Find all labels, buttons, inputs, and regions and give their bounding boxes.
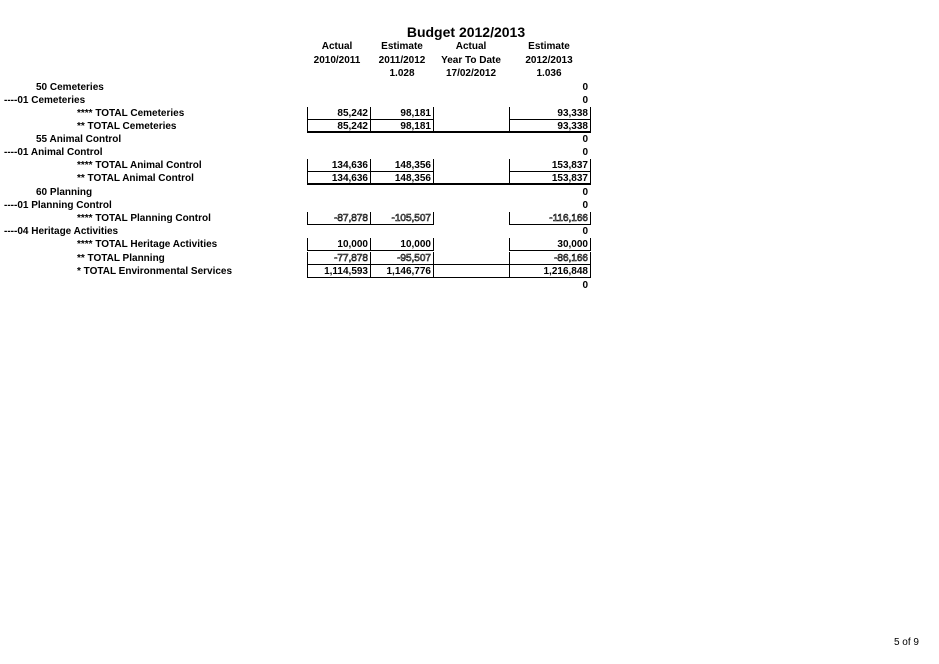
section-row [0,187,600,200]
value-actual-2010: 85,242 [307,107,370,120]
total-row [0,213,600,226]
row-label: **** TOTAL Planning Control [77,213,211,224]
row-label: ** TOTAL Planning [77,253,165,264]
value-actual-2010: 10,000 [307,238,370,251]
value-actual-2010: -87,878 [307,212,370,225]
row-label: **** TOTAL Heritage Activities [77,239,218,250]
header-estimate-2-factor: 1.036 [536,68,562,79]
value-estimate-2012: 30,000 [509,238,591,251]
value-estimate-2011: 10,000 [370,238,433,251]
total-row [0,121,600,134]
row-label: 55 Animal Control [36,134,122,145]
value-actual-ytd [433,172,509,185]
value-estimate-2011: 98,181 [370,120,433,133]
value-estimate-2012: -86,166 [509,252,591,265]
value-estimate-2011: 148,356 [370,159,433,172]
row-label: ** TOTAL Cemeteries [77,121,177,132]
report-title: Budget 2012/2013 [406,24,526,40]
total-row [0,239,600,252]
value-actual-2010: 1,114,593 [307,265,370,278]
row-label: **** TOTAL Animal Control [77,160,202,171]
row-zero: 0 [582,147,588,158]
value-actual-ytd [433,107,509,120]
header-actual-2: Actual [455,41,487,52]
value-estimate-2011: 1,146,776 [370,265,433,278]
value-estimate-2011: 148,356 [370,172,433,185]
grand-total-row [0,266,600,279]
row-label: ----01 Animal Control [4,147,103,158]
value-actual-ytd [433,120,509,133]
section-row [0,134,600,147]
row-label: ----04 Heritage Activities [4,226,119,237]
value-actual-ytd [433,159,509,172]
value-actual-2010: 134,636 [307,172,370,185]
value-actual-ytd [433,238,509,251]
row-label: ----01 Cemeteries [4,95,86,106]
row-label: ** TOTAL Animal Control [77,173,194,184]
value-estimate-2012: 93,338 [509,107,591,120]
header-estimate-1-year: 2011/2012 [378,55,426,66]
value-estimate-2012: 93,338 [509,120,591,133]
header-actual-1: Actual [321,41,353,52]
page-number: 5 of 9 [893,637,919,648]
header-actual-1-year: 2010/2011 [313,55,361,66]
row-label: **** TOTAL Cemeteries [77,108,185,119]
header-actual-2-ytd: Year To Date [441,55,501,66]
value-actual-ytd [433,252,509,265]
row-zero: 0 [582,82,588,93]
value-estimate-2012: 153,837 [509,172,591,185]
value-actual-2010: 134,636 [307,159,370,172]
total-row [0,173,600,186]
section-row [0,82,600,95]
value-estimate-2011: -95,507 [370,252,433,265]
row-zero: 0 [582,134,588,145]
value-estimate-2011: -105,507 [370,212,433,225]
row-zero: 0 [582,95,588,106]
header-estimate-2: Estimate [528,41,570,52]
row-label: ----01 Planning Control [4,200,112,211]
trailing-zero-row [0,280,600,293]
header-estimate-1-factor: 1.028 [389,68,415,79]
row-label: 50 Cemeteries [36,82,104,93]
value-estimate-2012: 153,837 [509,159,591,172]
header-estimate-1: Estimate [381,41,423,52]
header-estimate-2-year: 2012/2013 [525,55,573,66]
row-label: * TOTAL Environmental Services [77,266,233,277]
row-zero: 0 [582,226,588,237]
row-zero: 0 [582,187,588,198]
row-label: 60 Planning [36,187,93,198]
value-estimate-2012: 1,216,848 [509,265,591,278]
value-actual-ytd [433,212,509,225]
row-zero: 0 [582,280,588,291]
header-actual-2-date: 17/02/2012 [445,68,497,79]
value-estimate-2011: 98,181 [370,107,433,120]
value-actual-2010: -77,878 [307,252,370,265]
row-zero: 0 [582,200,588,211]
value-estimate-2012: -116,166 [509,212,591,225]
value-actual-ytd [433,265,509,278]
value-actual-2010: 85,242 [307,120,370,133]
